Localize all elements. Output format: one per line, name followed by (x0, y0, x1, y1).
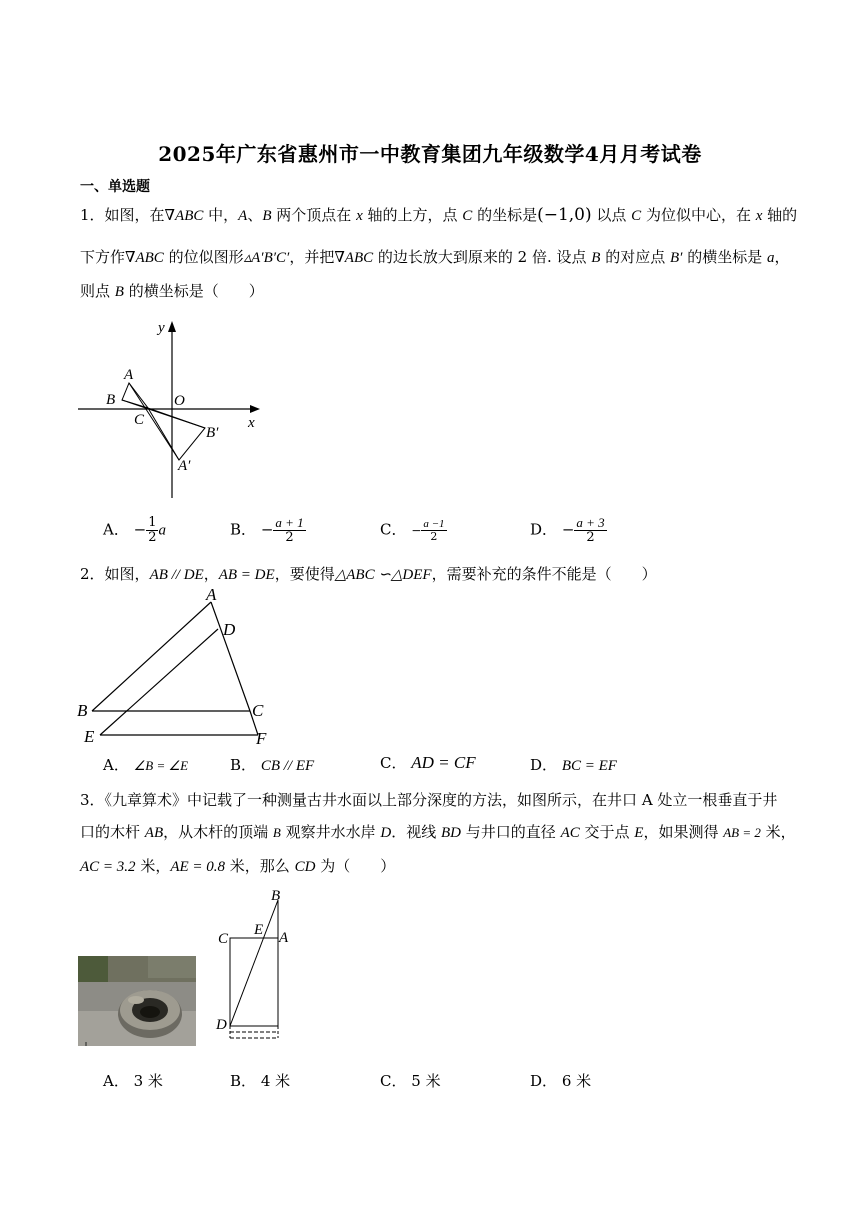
q1-text: 中， (203, 206, 239, 224)
label-b-prime: B′ (206, 425, 219, 441)
q1-text: 两个顶点在 (271, 206, 357, 224)
q1-text: x (356, 208, 363, 224)
q3-text: ．视线 (391, 823, 442, 841)
segment-ab (92, 602, 211, 711)
option-label: C． (380, 754, 407, 772)
q1-figure (70, 312, 270, 506)
q1-text: 的坐标是 (472, 206, 538, 224)
segment-ac (211, 602, 250, 711)
q3-line-2 (80, 822, 796, 843)
label-f: F (256, 729, 267, 748)
q2-text: AB = DE (218, 567, 275, 583)
option-text: AD = CF (411, 753, 476, 772)
triangle-abc-prime (148, 408, 205, 460)
page-title: 2025年广东省惠州市一中教育集团九年级数学4月月考试卷 (158, 142, 702, 166)
q1-text: 下方作∇ (80, 248, 136, 266)
q3-text: 米， (760, 823, 796, 841)
option-label: A． (103, 520, 129, 539)
q1-line-2 (80, 247, 790, 268)
q3-line-1 (80, 790, 780, 810)
label-d: D (223, 620, 236, 639)
q3-text: 《九章算术》中记载了一种测量古井水面以上部分深度的方法，如图所示，在井口 A 处立一根垂直于井 (104, 791, 778, 809)
q2-text: ， (203, 565, 219, 583)
option-label: D． (530, 520, 558, 539)
q2-option-a[interactable] (103, 754, 188, 775)
q3-text: ，如果测得 (643, 823, 724, 841)
q1-line-1 (80, 205, 798, 226)
q2-text: ，要使得 (274, 565, 335, 583)
q1-text: 、 (247, 206, 263, 224)
q1-text: a (767, 250, 775, 266)
option-label: B． (230, 520, 257, 539)
fraction-denominator: 2 (285, 530, 294, 545)
option-label: A． (103, 1072, 129, 1090)
q1-text: B (262, 208, 272, 224)
label-c: C (218, 931, 229, 947)
q1-text: 为位似中心，在 (641, 206, 756, 224)
q1-text: C (631, 208, 642, 224)
label-a: A (124, 367, 134, 383)
q1-text: ，并把∇ (289, 248, 345, 266)
q1-option-b[interactable] (230, 516, 306, 545)
q2-number: 2． (80, 565, 105, 583)
q3-figure (210, 886, 300, 1048)
q1-option-d[interactable] (530, 516, 607, 545)
q3-text: 为（ ） (315, 857, 396, 875)
option-sign: − (133, 520, 147, 539)
q3-text: AC = 3.2 (80, 859, 136, 875)
q2-option-d[interactable] (530, 754, 617, 775)
q3-text: 米，那么 (225, 857, 295, 875)
label-a: A (206, 586, 217, 604)
q2-line-1 (80, 564, 780, 585)
label-d: D (216, 1017, 227, 1033)
option-label: D． (530, 1072, 558, 1090)
q1-text: 轴的 (762, 206, 798, 224)
q1-text: 则点 (80, 282, 115, 300)
fraction (273, 516, 305, 545)
q1-text: ABC (135, 250, 164, 266)
q1-text: ABC (344, 250, 374, 266)
q3-text: ，从木杆的顶端 (163, 823, 273, 841)
fraction-denominator: 2 (586, 530, 595, 545)
q1-text: 轴的上方，点 (362, 206, 463, 224)
q1-text: 的位似图形 (163, 248, 244, 266)
label-y: y (158, 320, 165, 336)
q1-text: x (755, 208, 763, 224)
option-text: CB // EF (260, 758, 315, 774)
q3-text: E (634, 825, 644, 841)
q1-number: 1． (80, 206, 105, 224)
label-a: A (279, 930, 289, 946)
q1-text: C (462, 208, 473, 224)
option-variable: a (158, 522, 166, 539)
fraction-denominator: 2 (430, 530, 438, 543)
q1-text: ABC (175, 208, 204, 224)
q1-coordinate: (−1,0) (537, 205, 592, 225)
q3-option-c[interactable] (380, 1070, 441, 1091)
q1-text: 如图，在∇ (104, 206, 176, 224)
option-label: C． (380, 520, 407, 539)
well-photo (78, 956, 196, 1046)
segment-de (100, 629, 218, 735)
label-b: B (77, 701, 88, 720)
x-axis-arrow-icon (250, 405, 260, 413)
label-o: O (174, 393, 185, 409)
q1-text: B (114, 284, 124, 300)
q3-text: 米， (135, 857, 171, 875)
q3-text: 观察井水水岸 (280, 823, 381, 841)
q1-text: ， (774, 248, 790, 266)
section-heading: 一、单选题 (80, 179, 150, 195)
q2-text: △ABC ∽△DEF (334, 567, 432, 583)
fraction-denominator: 2 (148, 530, 157, 545)
q2-figure (74, 586, 280, 750)
well-photo-image (78, 956, 196, 1046)
q3-text: AB (144, 825, 164, 841)
label-b: B (271, 888, 281, 904)
q3-line-3 (80, 856, 780, 877)
option-text: 3 米 (133, 1072, 163, 1090)
q3-option-b[interactable] (230, 1070, 290, 1091)
well-rect (230, 938, 278, 1026)
q1-option-c[interactable] (380, 518, 447, 543)
q3-text: AE = 0.8 (170, 859, 226, 875)
fraction (421, 518, 446, 543)
fraction-numerator: 1 (148, 515, 157, 530)
option-sign: − (411, 523, 422, 538)
q2-text: 如图， (104, 565, 150, 583)
option-text: ∠B = ∠E (133, 758, 189, 773)
option-text: 5 米 (411, 1072, 441, 1090)
q1-text: B (591, 250, 601, 266)
q3-text: B (272, 825, 281, 840)
label-x: x (248, 415, 255, 431)
q2-option-b[interactable] (230, 754, 314, 775)
option-sign: − (561, 520, 575, 539)
sight-line-bd (230, 900, 278, 1026)
q1-line-3 (80, 281, 780, 302)
q3-text: CD (294, 859, 316, 875)
option-text: BC = EF (561, 758, 617, 774)
option-text: 6 米 (561, 1072, 592, 1090)
option-sign: − (260, 520, 274, 539)
q1-text: A (238, 208, 248, 224)
fraction-numerator: a −1 (423, 518, 445, 530)
option-label: B． (230, 1072, 257, 1090)
q3-text: AB = 2 (723, 825, 761, 840)
y-axis-arrow-icon (168, 321, 176, 332)
label-a-prime: A′ (178, 458, 191, 474)
q3-number: 3． (80, 791, 105, 809)
q3-text: 口的木杆 (80, 823, 145, 841)
fraction (146, 516, 158, 545)
q3-option-d[interactable] (530, 1070, 591, 1091)
q1-text: 以点 (591, 206, 632, 224)
label-e: E (84, 727, 95, 746)
q3-text: 与井口的直径 (461, 823, 561, 841)
q3-option-a[interactable] (103, 1070, 163, 1091)
q3-text: 交于点 (579, 823, 635, 841)
label-c: C (134, 412, 145, 428)
q1-text: 的横坐标是（ ） (123, 282, 264, 300)
q1-text: B′ (670, 250, 683, 266)
option-label: A． (103, 756, 129, 774)
label-e: E (254, 922, 264, 938)
option-text: 4 米 (260, 1072, 291, 1090)
q3-text: AC (560, 825, 580, 841)
q2-text: ，需要补充的条件不能是（ ） (431, 565, 657, 583)
q1-option-a[interactable] (103, 516, 166, 545)
q1-text: 的对应点 (600, 248, 671, 266)
q3-text: D (380, 825, 392, 841)
q3-text: BD (441, 825, 462, 841)
fraction-numerator: a + 1 (275, 515, 304, 530)
option-label: B． (230, 756, 257, 774)
q1-text: ▵A′B′C′ (243, 250, 290, 266)
fraction-numerator: a + 3 (576, 515, 605, 530)
q1-text: 的横坐标是 (682, 248, 768, 266)
q2-text: AB // DE (149, 567, 204, 583)
q2-option-c[interactable] (380, 752, 476, 773)
fraction (574, 516, 606, 545)
q1-text: 的边长放大到原来的 2 倍. 设点 (373, 248, 592, 266)
label-c: C (252, 701, 264, 720)
label-b: B (106, 392, 116, 408)
option-label: D． (530, 756, 558, 774)
option-label: C． (380, 1072, 407, 1090)
